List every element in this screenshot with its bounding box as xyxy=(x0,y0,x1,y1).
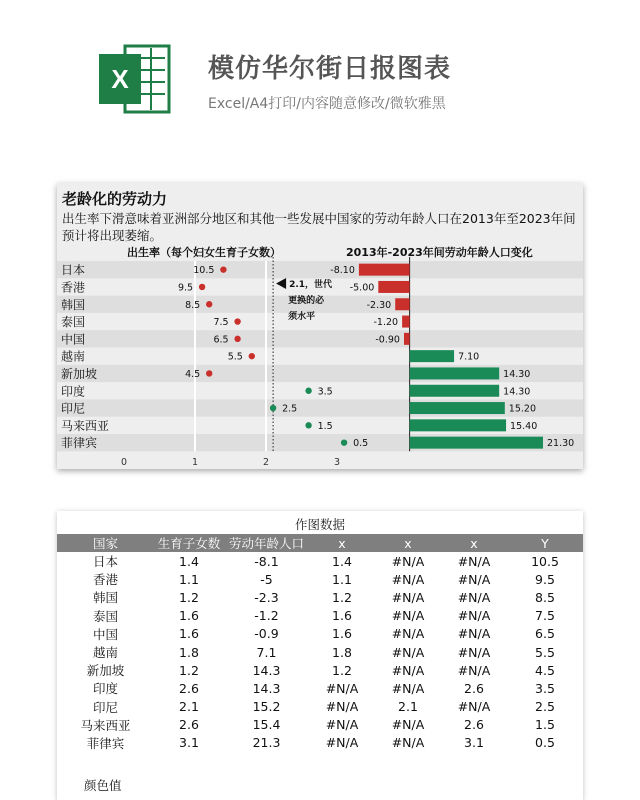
table-cell: #N/A xyxy=(391,571,425,587)
table-cell: #N/A xyxy=(457,608,491,624)
birth-rate-point xyxy=(305,422,311,428)
table-cell: #N/A xyxy=(325,735,359,751)
x-tick-label: 2 xyxy=(262,457,270,468)
bar-positive xyxy=(410,367,500,379)
birth-rate-point xyxy=(206,370,212,376)
bar-value-label: 15.40 xyxy=(510,420,538,432)
table-cell: 7.1 xyxy=(256,644,277,660)
table-cell: #N/A xyxy=(391,735,425,751)
table-cell: #N/A xyxy=(391,589,425,605)
bar-positive xyxy=(410,402,505,414)
table-cell: #N/A xyxy=(457,626,491,642)
category-label: 印尼 xyxy=(61,401,86,416)
category-label: 马来西亚 xyxy=(61,418,110,433)
table-cell: 9.5 xyxy=(535,571,555,587)
bar-value-label: 14.30 xyxy=(503,368,531,380)
page-subtitle: Excel/A4打印/内容随意修改/微软雅黑 xyxy=(208,96,446,112)
table-cell: -8.1 xyxy=(254,553,279,569)
table-cell: #N/A xyxy=(391,680,425,696)
table-cell: 菲律宾 xyxy=(86,735,125,751)
data-table xyxy=(57,534,583,752)
table-cell: 1.6 xyxy=(332,626,352,642)
table-cell: 印尼 xyxy=(92,699,118,715)
table-cell: 2.6 xyxy=(179,680,199,696)
table-cell: 15.2 xyxy=(252,699,281,715)
row-stripe xyxy=(57,330,583,347)
table-row xyxy=(57,643,583,661)
table-cell: 0.5 xyxy=(535,735,555,751)
table-cell: 2.1 xyxy=(179,699,199,715)
excel-logo-icon xyxy=(95,40,173,118)
table-cell: 1.2 xyxy=(179,662,199,678)
table-cell: 7.5 xyxy=(535,608,555,624)
category-label: 新加坡 xyxy=(61,366,98,381)
chart-description: 出生率下滑意味着亚洲部分地区和其他一些发展中国家的劳动年龄人口在2013年至2023年间预计将出现萎缩。 xyxy=(62,211,576,243)
bar-positive xyxy=(410,350,454,362)
table-cell: #N/A xyxy=(457,644,491,660)
table-row xyxy=(57,625,583,643)
table-cell: 8.5 xyxy=(535,589,555,605)
table-cell: #N/A xyxy=(457,571,491,587)
table-cell: 1.8 xyxy=(179,644,199,660)
table-cell: #N/A xyxy=(325,680,359,696)
birth-rate-point xyxy=(220,266,226,272)
table-header-cell: x xyxy=(309,534,375,552)
table-cell: 2.1 xyxy=(398,699,418,715)
table-cell: #N/A xyxy=(457,553,491,569)
table-cell: 1.8 xyxy=(332,644,352,660)
birth-rate-label: 6.5 xyxy=(213,334,229,346)
table-header-cell: Y xyxy=(507,534,583,552)
birth-rate-label: 8.5 xyxy=(185,299,201,311)
category-label: 香港 xyxy=(61,280,86,295)
table-row xyxy=(57,588,583,606)
birth-rate-label: 2.5 xyxy=(282,403,298,415)
category-label: 泰国 xyxy=(61,315,86,330)
table-header-cell: 生育子女数 xyxy=(154,534,224,552)
bar-negative xyxy=(378,281,409,293)
table-cell: 21.3 xyxy=(252,735,281,751)
table-cell: 1.4 xyxy=(332,553,352,569)
bar-negative xyxy=(395,298,409,310)
table-row xyxy=(57,734,583,752)
table-cell: 10.5 xyxy=(531,553,559,569)
table-cell: 1.1 xyxy=(332,571,352,587)
page-title: 模仿华尔街日报图表 xyxy=(208,54,452,84)
table-cell: 1.2 xyxy=(332,662,352,678)
bar-negative xyxy=(402,316,410,328)
table-cell: 日本 xyxy=(92,554,118,570)
table-cell: #N/A xyxy=(457,662,491,678)
annotation-text: 更换的必 xyxy=(288,296,325,306)
table-cell: 中国 xyxy=(92,626,118,642)
annotation-text: 须水平 xyxy=(288,312,316,322)
chart-card xyxy=(57,183,583,469)
category-label: 菲律宾 xyxy=(61,436,98,451)
table-cell: 印度 xyxy=(92,681,118,697)
table-row xyxy=(57,607,583,625)
bar-value-label: -2.30 xyxy=(366,299,392,311)
data-table-title: 作图数据 xyxy=(294,517,345,532)
table-header-cell: x xyxy=(375,534,441,552)
table-cell: 1.2 xyxy=(179,589,199,605)
table-row xyxy=(57,661,583,679)
birth-rate-point xyxy=(234,336,240,342)
table-cell: #N/A xyxy=(457,699,491,715)
chart-title: 老龄化的劳动力 xyxy=(62,190,168,208)
table-cell: 韩国 xyxy=(92,590,118,606)
table-row xyxy=(57,679,583,697)
table-cell: 2.6 xyxy=(179,717,199,733)
table-cell: 1.1 xyxy=(179,571,199,587)
birth-rate-label: 0.5 xyxy=(353,438,369,450)
table-cell: 3.1 xyxy=(179,735,199,751)
table-cell: -2.3 xyxy=(254,589,279,605)
bar-positive xyxy=(410,419,506,431)
table-cell: 15.4 xyxy=(252,717,281,733)
birth-rate-point xyxy=(249,353,255,359)
birth-rate-label: 1.5 xyxy=(317,420,333,432)
birth-rate-label: 7.5 xyxy=(213,317,229,329)
bar-value-label: -5.00 xyxy=(349,282,375,294)
birth-rate-point xyxy=(341,439,347,445)
table-cell: 1.5 xyxy=(535,717,555,733)
table-row xyxy=(57,716,583,734)
table-cell: 越南 xyxy=(92,645,118,661)
table-cell: 2.6 xyxy=(464,717,484,733)
bar-negative xyxy=(404,333,410,345)
birth-rate-point xyxy=(305,388,311,394)
table-cell: 1.2 xyxy=(332,589,352,605)
table-cell: 1.6 xyxy=(179,608,199,624)
data-table-card xyxy=(57,511,583,800)
category-label: 越南 xyxy=(61,349,86,364)
table-row xyxy=(57,552,583,570)
table-cell: 5.5 xyxy=(535,644,555,660)
table-cell: 新加坡 xyxy=(86,663,125,679)
bar-positive xyxy=(410,385,500,397)
bar-value-label: -1.20 xyxy=(373,317,399,329)
bar-positive xyxy=(410,437,543,449)
table-row xyxy=(57,698,583,716)
table-cell: #N/A xyxy=(325,699,359,715)
table-cell: #N/A xyxy=(391,553,425,569)
birth-rate-label: 10.5 xyxy=(193,265,215,277)
table-cell: 1.6 xyxy=(332,608,352,624)
bar-value-label: 7.10 xyxy=(458,351,480,363)
table-cell: 6.5 xyxy=(535,626,555,642)
table-cell: -1.2 xyxy=(254,608,279,624)
table-cell: #N/A xyxy=(391,717,425,733)
table-cell: 3.5 xyxy=(535,680,555,696)
table-header-cell: 国家 xyxy=(57,534,154,552)
category-label: 中国 xyxy=(61,332,86,347)
x-tick-label: 3 xyxy=(333,457,341,468)
bar-negative xyxy=(359,264,410,276)
table-cell: 马来西亚 xyxy=(80,717,131,733)
table-cell: #N/A xyxy=(391,662,425,678)
table-cell: 3.1 xyxy=(464,735,484,751)
table-cell: #N/A xyxy=(325,717,359,733)
birth-rate-point xyxy=(270,405,276,411)
chart-svg xyxy=(57,183,583,469)
birth-rate-point xyxy=(199,284,205,290)
bar-value-label: 14.30 xyxy=(503,386,531,398)
color-value-label: 颜色值 xyxy=(84,778,122,793)
table-cell: -0.9 xyxy=(254,626,279,642)
table-row xyxy=(57,570,583,588)
table-cell: 14.3 xyxy=(252,680,281,696)
logo-letter: X xyxy=(111,64,129,94)
table-cell: #N/A xyxy=(391,626,425,642)
table-cell: 泰国 xyxy=(92,608,118,624)
table-cell: #N/A xyxy=(391,608,425,624)
table-cell: #N/A xyxy=(391,644,425,660)
table-cell: 1.6 xyxy=(179,626,199,642)
birth-rate-label: 3.5 xyxy=(317,386,333,398)
table-cell: 4.5 xyxy=(535,662,555,678)
x-tick-label: 1 xyxy=(191,457,199,468)
right-panel-title: 2013年-2023年间劳动年龄人口变化 xyxy=(346,246,533,259)
table-cell: 香港 xyxy=(92,572,118,588)
bar-value-label: -8.10 xyxy=(330,265,355,277)
table-header-cell: x xyxy=(441,534,507,552)
bar-value-label: -0.90 xyxy=(375,334,400,346)
left-panel-title: 出生率（每个妇女生育子女数） xyxy=(127,246,281,259)
birth-rate-point xyxy=(206,301,212,307)
table-cell: 2.5 xyxy=(535,699,555,715)
table-cell: 2.6 xyxy=(464,680,484,696)
birth-rate-label: 9.5 xyxy=(177,282,194,294)
annotation-text: 2.1，世代 xyxy=(289,280,333,290)
table-cell: -5 xyxy=(260,571,273,587)
birth-rate-point xyxy=(234,318,240,324)
row-stripe xyxy=(57,261,583,278)
bar-value-label: 15.20 xyxy=(508,403,537,415)
birth-rate-label: 4.5 xyxy=(185,368,201,380)
bar-value-label: 21.30 xyxy=(547,438,575,450)
annotation-arrow-icon xyxy=(276,278,286,289)
table-cell: #N/A xyxy=(457,589,491,605)
category-label: 日本 xyxy=(61,263,86,278)
table-header-cell: 劳动年龄人口 xyxy=(224,534,309,552)
category-label: 印度 xyxy=(61,384,86,399)
birth-rate-label: 5.5 xyxy=(227,351,243,363)
category-label: 韩国 xyxy=(61,297,86,312)
table-cell: 1.4 xyxy=(179,553,199,569)
x-tick-label: 0 xyxy=(120,457,128,468)
table-cell: 14.3 xyxy=(252,662,281,678)
